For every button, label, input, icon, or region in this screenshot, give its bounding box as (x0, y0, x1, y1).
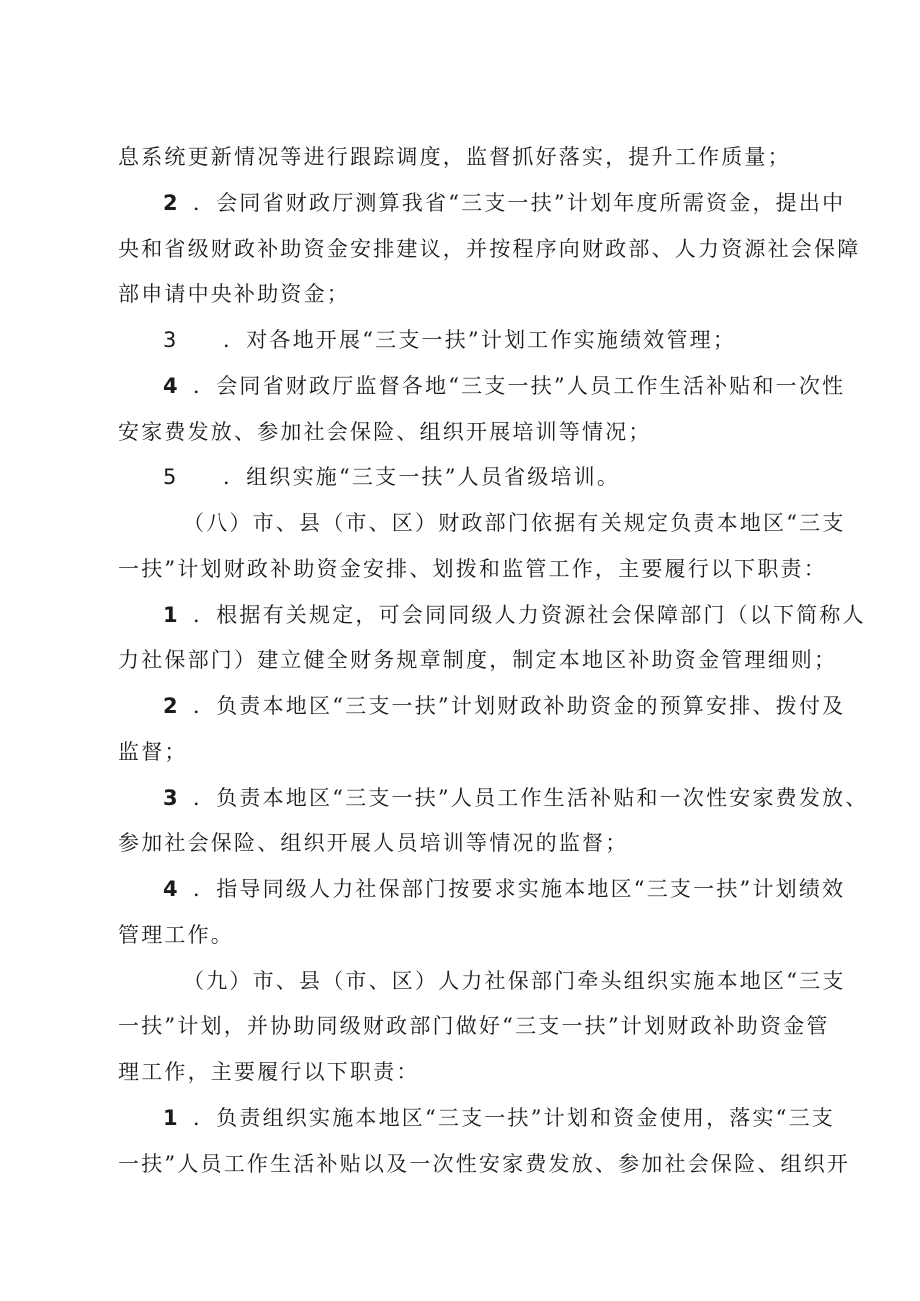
text-line: 管理工作。 (118, 923, 234, 947)
item-text: ．会同省财政厅测算我省“三支一扶”计划年度所需资金，提出中 (193, 191, 846, 215)
list-item-3 (0, 320, 920, 360)
item-number: 5 (163, 465, 177, 489)
item-number: 1 (163, 603, 178, 627)
text-line: 一扶”计划，并协助同级财政部门做好“三支一扶”计划财政补助资金管 (118, 1014, 830, 1038)
item-number: 2 (163, 191, 178, 215)
item-text: ．根据有关规定，可会同同级人力资源社会保障部门（以下简称人 (193, 603, 866, 627)
text-line: 一扶”计划财政补助资金安排、划拨和监管工作，主要履行以下职责： (118, 557, 827, 581)
text-line: 息系统更新情况等进行跟踪调度，监督抓好落实，提升工作质量； (118, 145, 791, 169)
item-text: ．指导同级人力社保部门按要求实施本地区“三支一扶”计划绩效 (193, 877, 846, 901)
item-text: ．负责本地区“三支一扶”计划财政补助资金的预算安排、拨付及 (193, 694, 846, 718)
item-number: 2 (163, 694, 178, 718)
text-line: 部申请中央补助资金； (118, 282, 350, 306)
item-number: 4 (163, 877, 178, 901)
item-text: ．组织实施“三支一扶”人员省级培训。 (223, 465, 621, 489)
text-line: 监督； (118, 740, 188, 764)
item-text: ．负责本地区“三支一扶”人员工作生活补贴和一次性安家费发放、 (193, 786, 869, 810)
item-number: 4 (163, 374, 178, 398)
text-line: 安家费发放、参加社会保险、组织开展培训等情况； (118, 420, 652, 444)
item-text: ．会同省财政厅监督各地“三支一扶”人员工作生活补贴和一次性 (193, 374, 846, 398)
section-heading-9: （九）市、县（市、区）人力社保部门牵头组织实施本地区“三支 (183, 969, 846, 993)
text-line: 一扶”人员工作生活补贴以及一次性安家费发放、参加社会保险、组织开 (118, 1152, 851, 1176)
item-number: 1 (163, 1106, 178, 1130)
list-item-1 (0, 1098, 920, 1138)
item-text: ．负责组织实施本地区“三支一扶”计划和资金使用，落实“三支 (193, 1106, 836, 1130)
list-item-2 (0, 686, 920, 726)
section-heading-8: （八）市、县（市、区）财政部门依据有关规定负责本地区“三支 (183, 511, 846, 535)
text-line: 央和省级财政补助资金安排建议，并按程序向财政部、人力资源社会保障 (118, 237, 861, 261)
item-number: 3 (163, 328, 177, 352)
list-item-4 (0, 366, 920, 406)
list-item-3 (0, 778, 920, 818)
list-item-2 (0, 183, 920, 223)
text-line: 理工作，主要履行以下职责： (118, 1060, 420, 1084)
item-text: ．对各地开展“三支一扶”计划工作实施绩效管理； (223, 328, 737, 352)
list-item-1 (0, 595, 920, 635)
list-item-4 (0, 869, 920, 909)
list-item-5 (0, 457, 920, 497)
text-line: 参加社会保险、组织开展人员培训等情况的监督； (118, 831, 629, 855)
text-line: 力社保部门）建立健全财务规章制度，制定本地区补助资金管理细则； (118, 648, 838, 672)
item-number: 3 (163, 786, 178, 810)
